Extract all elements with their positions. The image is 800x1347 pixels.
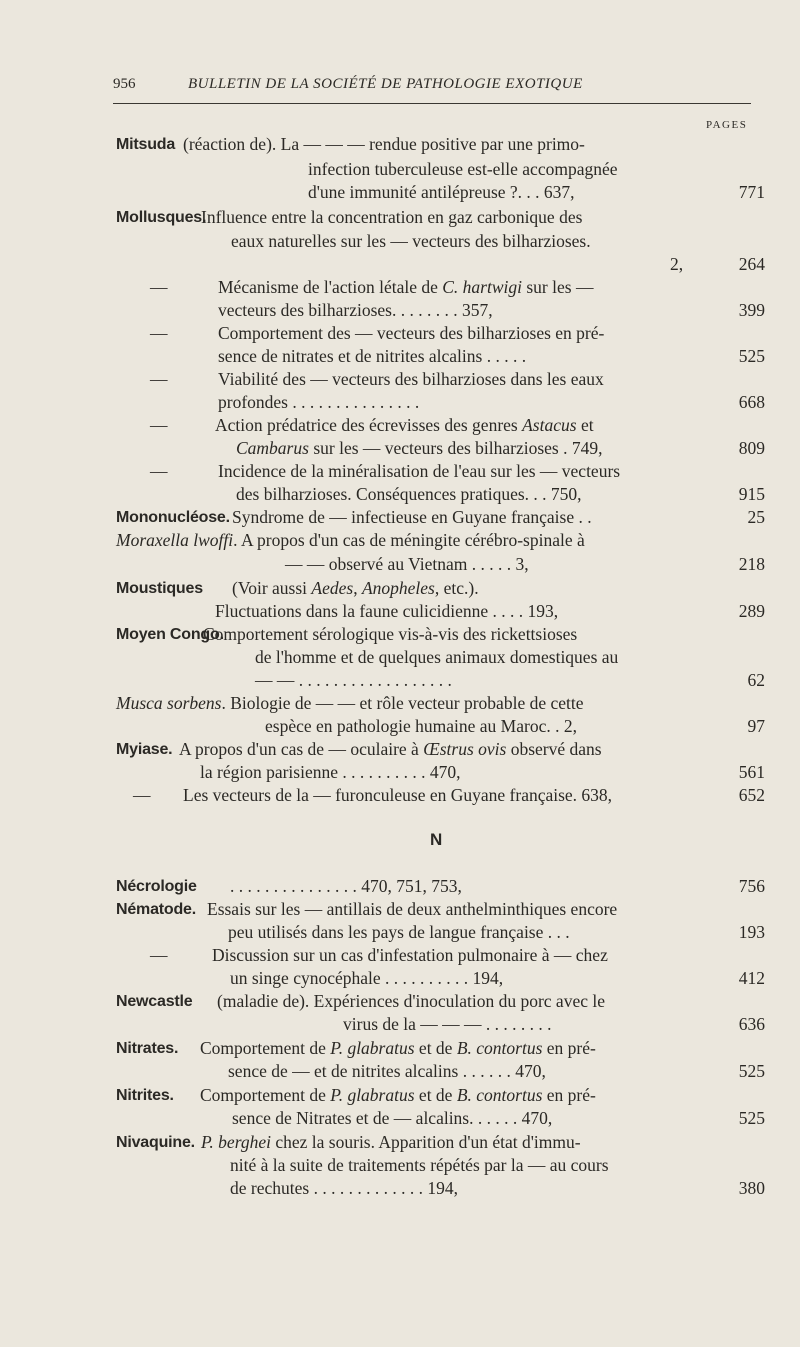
page-reference: 25	[747, 507, 765, 527]
index-line	[0, 1037, 800, 1060]
entry-text: sence de — et de nitrites alcalins . . . . . . 470,	[228, 1061, 546, 1081]
entry-heading: Newcastle	[116, 993, 193, 1010]
entry-text: (maladie de). Expériences d'inoculation du porc avec le	[217, 991, 605, 1011]
entry-text: Syndrome de — infectieuse en Guyane française . .	[232, 507, 592, 527]
index-line	[0, 506, 800, 529]
entry-text: Moraxella lwoffi. A propos d'un cas de méningite cérébro-spinale à	[116, 530, 585, 550]
header-rule	[113, 103, 751, 104]
index-line	[0, 460, 800, 483]
entry-heading: Nitrates.	[116, 1040, 179, 1057]
entry-text: Musca sorbens. Biologie de — — et rôle vecteur probable de cette	[116, 693, 584, 713]
index-line	[0, 784, 800, 807]
index-line	[0, 529, 800, 552]
ditto-dash: —	[150, 945, 168, 965]
entry-text: Mécanisme de l'action létale de C. hartwigi sur les —	[218, 277, 594, 297]
entry-text: Viabilité des — vecteurs des bilharzioses dans les eaux	[218, 369, 604, 389]
entry-text: Fluctuations dans la faune culicidienne . . . . 193,	[215, 601, 559, 621]
entry-text: de l'homme et de quelques animaux domestiques au	[255, 647, 619, 667]
entry-text: virus de la — — — . . . . . . . .	[343, 1014, 552, 1034]
index-line	[0, 600, 800, 623]
entry-text: infection tuberculeuse est-elle accompagnée	[308, 159, 618, 179]
page-reference: 809	[738, 438, 765, 458]
entry-text: Influence entre la concentration en gaz carbonique des	[201, 207, 583, 227]
index-line	[0, 921, 800, 944]
index-line	[0, 669, 800, 692]
entry-text: (réaction de). La — — — rendue positive par une primo-	[183, 134, 585, 154]
index-line	[0, 206, 800, 229]
index-line	[0, 761, 800, 784]
index-line	[0, 646, 800, 669]
entry-heading: Nitrites.	[116, 1087, 174, 1104]
page-reference: 289	[738, 601, 765, 621]
index-line	[0, 345, 800, 368]
entry-text: 2,	[670, 254, 684, 274]
entry-heading: Nématode.	[116, 901, 196, 918]
index-line	[0, 133, 800, 156]
entry-text: Discussion sur un cas d'infestation pulmonaire à — chez	[212, 945, 608, 965]
entry-text: . . . . . . . . . . . . . . . 470, 751, 753,	[230, 876, 462, 896]
index-line	[0, 1177, 800, 1200]
entry-text: P. berghei chez la souris. Apparition d'un état d'immu-	[201, 1132, 581, 1152]
index-line	[0, 158, 800, 181]
entry-text: sence de nitrates et de nitrites alcalins . . . . .	[218, 346, 527, 366]
index-line	[0, 898, 800, 921]
index-line	[0, 1013, 800, 1036]
page-reference: 668	[738, 392, 765, 412]
index-line	[0, 230, 800, 253]
entry-text: profondes . . . . . . . . . . . . . . .	[218, 392, 420, 412]
page-reference: 915	[738, 484, 765, 504]
ditto-dash: —	[150, 461, 168, 481]
index-line	[0, 299, 800, 322]
entry-text: un singe cynocéphale . . . . . . . . . . 194,	[230, 968, 504, 988]
index-line	[0, 553, 800, 576]
index-line	[0, 414, 800, 437]
page-reference: 264	[738, 254, 765, 274]
page-number: 956	[113, 76, 136, 92]
ditto-dash: —	[133, 785, 151, 805]
entry-text: d'une immunité antilépreuse ?. . . 637,	[308, 182, 575, 202]
page-reference: 380	[738, 1178, 765, 1198]
page-reference: 756	[738, 876, 765, 896]
entry-text: — — observé au Vietnam . . . . . 3,	[285, 554, 529, 574]
index-line	[0, 1107, 800, 1130]
entry-text: Les vecteurs de la — furonculeuse en Guyane française. 638,	[183, 785, 613, 805]
entry-text: des bilharzioses. Conséquences pratiques. . . 750,	[236, 484, 582, 504]
index-line	[0, 322, 800, 345]
entry-heading: Mollusques.	[116, 209, 207, 226]
entry-heading: Moustiques	[116, 580, 203, 597]
running-title: BULLETIN DE LA SOCIÉTÉ DE PATHOLOGIE EXOTIQUE	[188, 76, 583, 92]
pages-column-label: PAGES	[706, 119, 748, 131]
page-reference: 62	[747, 670, 765, 690]
index-line	[0, 967, 800, 990]
page-reference: 652	[738, 785, 765, 805]
page-reference: 525	[738, 346, 765, 366]
entry-text: peu utilisés dans les pays de langue française . . .	[228, 922, 570, 942]
page-reference: 771	[738, 182, 765, 202]
entry-text: Essais sur les — antillais de deux anthelminthiques encore	[207, 899, 618, 919]
page-reference: 412	[738, 968, 765, 988]
index-line	[0, 483, 800, 506]
entry-heading: Myiase.	[116, 741, 173, 758]
index-line	[0, 181, 800, 204]
page-reference: 399	[738, 300, 765, 320]
page-reference: 525	[738, 1108, 765, 1128]
entry-text: Comportement des — vecteurs des bilharzioses en pré-	[218, 323, 605, 343]
entry-text: Comportement de P. glabratus et de B. contortus en pré-	[200, 1085, 596, 1105]
index-line	[0, 368, 800, 391]
section-letter: N	[430, 830, 443, 849]
entry-text: sence de Nitrates et de — alcalins. . . . . . 470,	[232, 1108, 553, 1128]
entry-heading: Nivaquine.	[116, 1134, 195, 1151]
entry-text: vecteurs des bilharzioses. . . . . . . . 357,	[218, 300, 493, 320]
index-line	[0, 1131, 800, 1154]
index-line	[0, 437, 800, 460]
page-reference: 218	[738, 554, 765, 574]
index-line	[0, 1084, 800, 1107]
entry-heading: Moyen Congo.	[116, 626, 224, 643]
entry-text: A propos d'un cas de — oculaire à Œstrus ovis observé dans	[179, 739, 602, 759]
index-line	[0, 738, 800, 761]
index-line	[0, 875, 800, 898]
index-line	[0, 715, 800, 738]
entry-heading: Mononucléose.	[116, 509, 230, 526]
index-line	[0, 577, 800, 600]
ditto-dash: —	[150, 323, 168, 343]
index-line	[0, 692, 800, 715]
page-reference: 561	[738, 762, 765, 782]
index-line	[0, 253, 800, 276]
entry-text: Comportement sérologique vis-à-vis des rickettsioses	[203, 624, 578, 644]
index-line	[0, 623, 800, 646]
page-reference: 636	[738, 1014, 765, 1034]
entry-text: — — . . . . . . . . . . . . . . . . . .	[255, 670, 452, 690]
entry-text: la région parisienne . . . . . . . . . . 470,	[200, 762, 461, 782]
entry-text: nité à la suite de traitements répétés par la — au cours	[230, 1155, 609, 1175]
entry-heading: Mitsuda	[116, 136, 176, 153]
page-reference: 193	[738, 922, 765, 942]
entry-text: de rechutes . . . . . . . . . . . . . 194,	[230, 1178, 458, 1198]
index-line	[0, 276, 800, 299]
index-line	[0, 990, 800, 1013]
entry-text: Cambarus sur les — vecteurs des bilharzioses . 749,	[236, 438, 603, 458]
index-line	[0, 1154, 800, 1177]
entry-text: Action prédatrice des écrevisses des genres Astacus et	[215, 415, 594, 435]
entry-text: Comportement de P. glabratus et de B. contortus en pré-	[200, 1038, 596, 1058]
index-line	[0, 1060, 800, 1083]
entry-text: espèce en pathologie humaine au Maroc. . 2,	[265, 716, 577, 736]
entry-heading: Nécrologie	[116, 878, 197, 895]
entry-text: Incidence de la minéralisation de l'eau sur les — vecteurs	[218, 461, 621, 481]
ditto-dash: —	[150, 415, 168, 435]
page-reference: 97	[747, 716, 765, 736]
entry-text: eaux naturelles sur les — vecteurs des bilharzioses.	[231, 231, 591, 251]
entry-text: (Voir aussi Aedes, Anopheles, etc.).	[232, 578, 479, 598]
ditto-dash: —	[150, 277, 168, 297]
page-reference: 525	[738, 1061, 765, 1081]
page-header	[0, 76, 800, 100]
ditto-dash: —	[150, 369, 168, 389]
index-line	[0, 944, 800, 967]
index-line	[0, 391, 800, 414]
